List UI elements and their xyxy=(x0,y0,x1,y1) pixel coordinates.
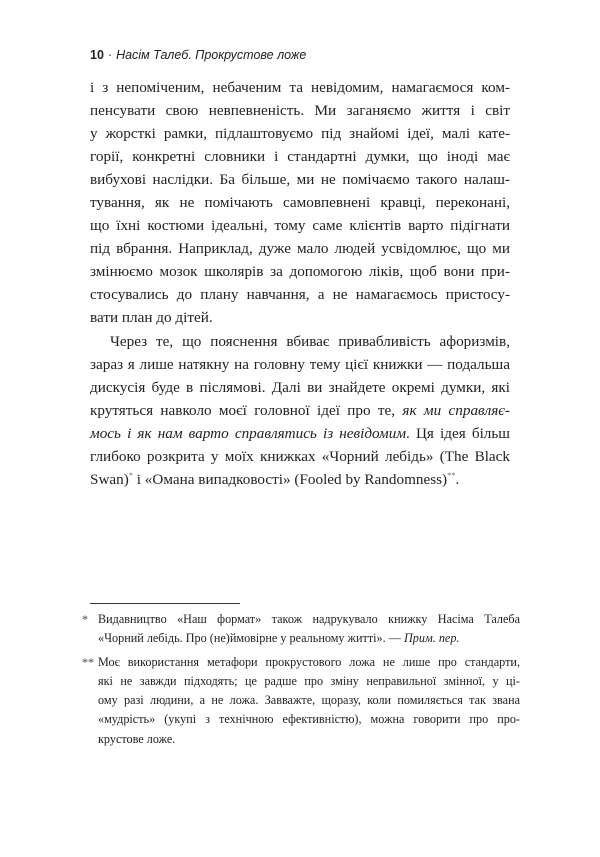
text-line: пенсувати свою невпевненість. Ми заганяємо життя і світ xyxy=(90,102,510,120)
footnote-ref[interactable]: ** xyxy=(447,470,456,480)
text-run: крутяться навколо моєї головної ідеї про те, xyxy=(90,401,403,419)
text-line: і з непоміченим, небаченим та невідомим, намагаємося ком- xyxy=(90,79,510,96)
footnote-ref[interactable]: * xyxy=(128,470,133,480)
header-separator: · xyxy=(107,48,113,62)
footnote-line: ому разі людини, а не ложа. Завважте, щоразу, коли помиляється так звана xyxy=(98,693,520,708)
text-line: у жорсткі рамки, підлаштовуємо під знайомі ідеї, малі кате- xyxy=(90,125,510,143)
footnote-marker: * xyxy=(82,612,88,626)
text-line: дискусія буде в післямові. Далі ви знайдете окремі думки, які xyxy=(90,378,510,396)
italic-run: Прим. пер. xyxy=(403,631,460,646)
footnote xyxy=(82,610,520,649)
text-run: Swan) xyxy=(90,470,129,488)
text-run: «Чорний лебідь. Про (не)ймовірне у реальному житті». — xyxy=(98,631,404,646)
footnote-line xyxy=(98,629,520,648)
text-line: вати план до дітей. xyxy=(90,309,213,327)
text-line: зараз я лише натякну на головну тему цієї книжки — подальша xyxy=(90,355,510,373)
text-line xyxy=(90,399,510,422)
text-line: тування, як не помічають самовпевнені кравці, переконані, xyxy=(90,194,510,212)
text-line: глибоко розкрита у моїх книжках «Чорний лебідь» (The Black xyxy=(90,447,510,465)
text-line: під вбрання. Наприклад, дуже мало людей усвідомлює, що ми xyxy=(90,240,510,258)
text-line xyxy=(90,422,510,445)
running-head xyxy=(90,48,306,62)
footnote-line: які не завжди підходять; це радше про зміну неправильної змінної, у ці- xyxy=(98,673,520,688)
footnote xyxy=(82,653,520,749)
text-line: горії, конкретні словники і стандартні думки, що іноді має xyxy=(90,148,510,166)
text-line: що їхні костюми ідеальні, тому саме клієнтів варто підігнати xyxy=(90,217,510,235)
footnotes xyxy=(82,610,520,753)
text-run: і «Омана випадковості» (Fooled by Randomness) xyxy=(132,470,448,488)
footnote-divider xyxy=(90,603,240,604)
running-title: Насім Талеб. Прокрустове ложе xyxy=(116,48,307,62)
text-line: змінюємо мозок школярів за допомогою ліків, щоб вони при- xyxy=(90,263,510,281)
footnote-line: крустове ложе. xyxy=(98,731,176,746)
text-run: . Ця ідея більш xyxy=(406,424,510,442)
italic-run: як ми справляє- xyxy=(402,401,510,419)
footnote-line: «мудрість» (укупі з технічною ефективністю), можна говорити про про- xyxy=(98,712,520,727)
paragraph xyxy=(90,330,510,491)
main-text xyxy=(90,76,510,491)
page-number: 10 xyxy=(90,48,104,62)
footnote-line: Моє використання метафори прокрустового ложа не лише про стандарти, xyxy=(98,654,520,669)
footnote-marker: ** xyxy=(82,654,94,669)
text-line xyxy=(90,468,510,491)
text-line: стосувались до плану навчання, а не намагаємось пристосу- xyxy=(90,286,510,304)
paragraph xyxy=(90,76,510,330)
footnote-line: Видавництво «Наш формат» також надрукувало книжку Насіма Талеба xyxy=(98,612,520,626)
text-line: вибухові наслідки. Ба більше, ми не помічаємо такого налаш- xyxy=(90,171,510,189)
italic-run: мось і як нам варто справлятись із невідомим xyxy=(90,424,407,442)
text-run: . xyxy=(455,470,460,488)
text-line: Через те, що пояснення вбиває привабливість афоризмів, xyxy=(110,332,510,350)
